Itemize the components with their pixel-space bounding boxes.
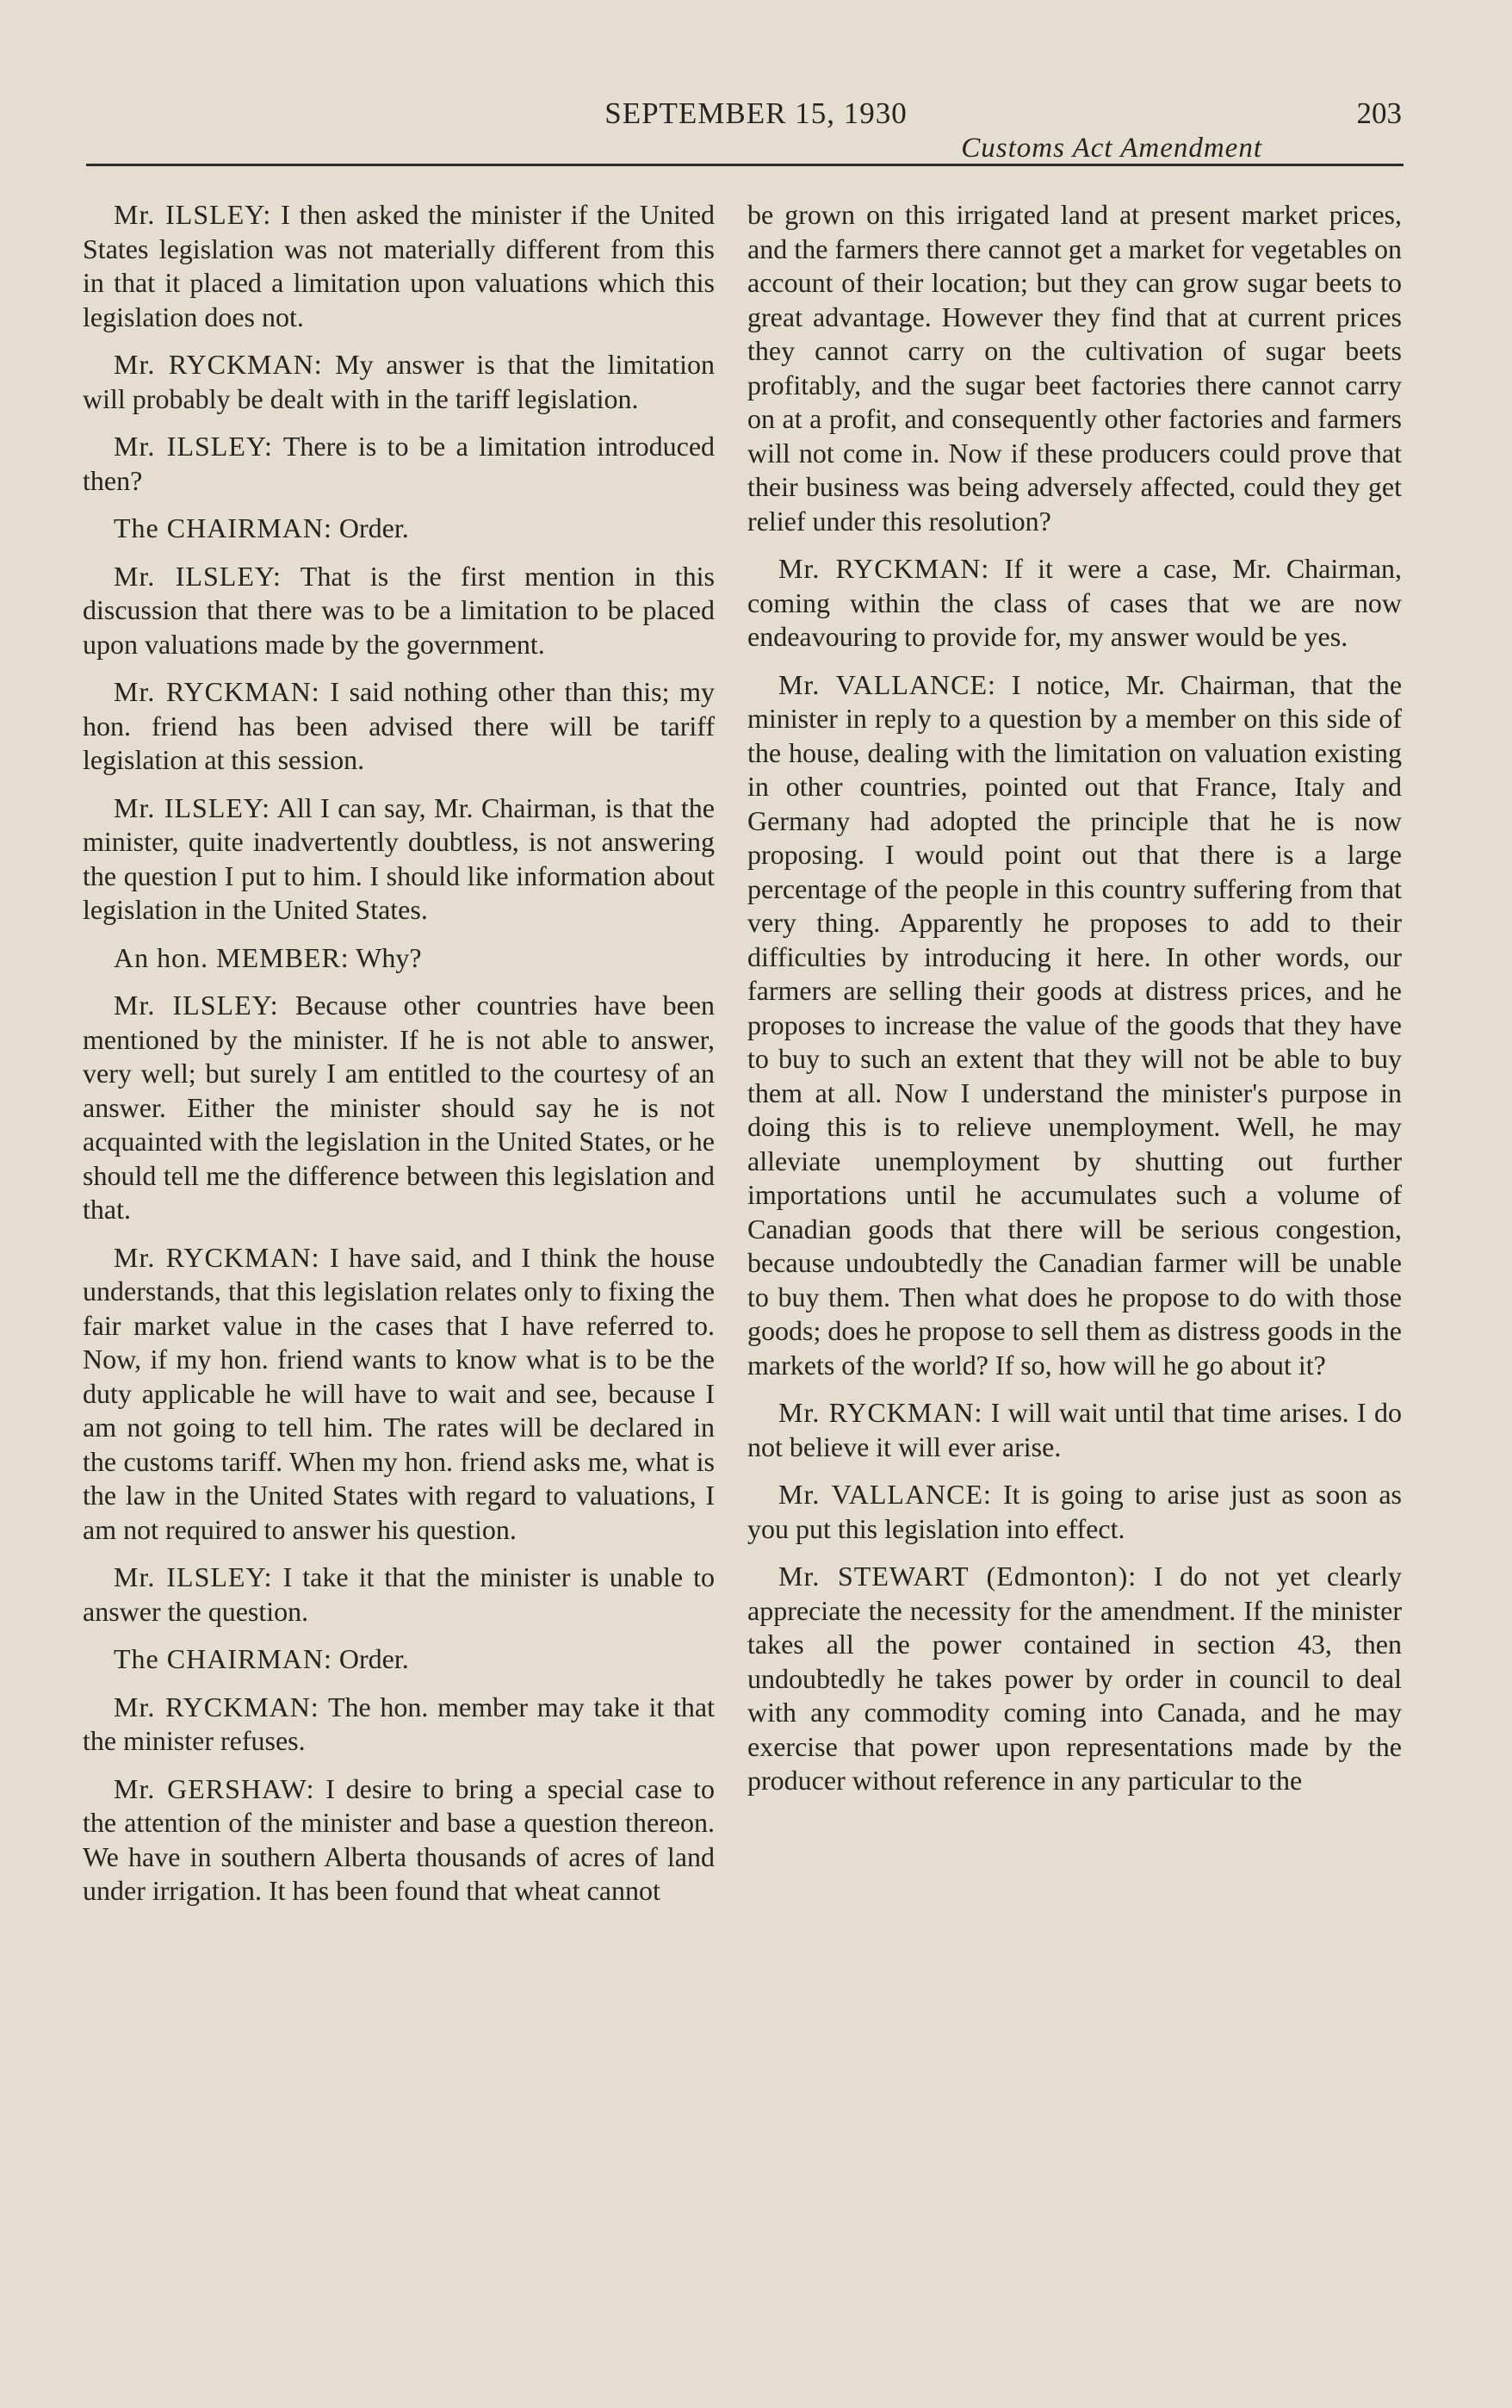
right-column	[747, 198, 1402, 1812]
speech-text: I will wait until that time arises. I do not believe it will ever arise.	[747, 1397, 1403, 1462]
speech-text: I do not yet clearly appreciate the necessity for the amendment. If the minister takes all the power contained in section 43, then undoubtedly he takes power by order in council to deal with any commodity coming into Canada, and he may exercise that power upon representations made by the producer without reference in any particular to the	[747, 1561, 1403, 1796]
speaker-name: Mr. RYCKMAN:	[114, 676, 320, 707]
speech-paragraph	[747, 552, 1402, 655]
speech-text: My answer is that the limitation will probably be dealt with in the tariff legislation.	[83, 349, 716, 414]
speech-paragraph	[747, 1396, 1402, 1464]
speaker-name: Mr. ILSLEY:	[114, 990, 279, 1021]
speech-text: I then asked the minister if the United States legislation was not materially different from this in that it placed a limitation upon valuations which this legislation does not.	[83, 199, 716, 332]
speech-paragraph	[83, 560, 715, 662]
speech-paragraph	[83, 791, 715, 928]
speech-paragraph	[747, 668, 1402, 1383]
page-number: 203	[1356, 96, 1402, 130]
speech-text: The hon. member may take it that the minister refuses.	[83, 1691, 716, 1756]
speech-text: I notice, Mr. Chairman, that the minister in reply to a question by a member on this side of the house, dealing with the limitation on valuation existing in other countries, pointed out that France, Italy and Germany had adopted the principle that he is now proposing. I would point out that there is a large percentage of the people in this country suffering from that very thing. Apparently he proposes to add to their difficulties by introducing it here. In other words, our farmers are selling their goods at distress prices, and he proposes to increase the value of the goods that they have to buy to such an extent that they will not be able to buy them at all. Now I understand the minister's purpose in doing this is to relieve unemployment. Well, he may alleviate unemployment by shutting out further importations until he accumulates such a volume of Canadian goods that there will be serious congestion, because undoubtedly the Canadian farmer will be unable to buy them. Then what does he propose to do with those goods; does he propose to sell them as distress goods in the markets of the world? If so, how will he go about it?	[747, 668, 1403, 1381]
speech-paragraph	[83, 198, 715, 334]
speech-text: If it were a case, Mr. Chairman, coming within the class of cases that we are now endeavouring to provide for, my answer would be yes.	[747, 553, 1403, 652]
speaker-name: Mr. ILSLEY:	[114, 1561, 273, 1592]
speech-paragraph	[83, 512, 715, 546]
speaker-name: Mr. ILSLEY:	[114, 431, 273, 462]
speech-text: Order.	[338, 512, 409, 543]
speech-text: be grown on this irrigated land at present market prices, and the farmers there cannot get a market for vegetables on account of their location; but they can grow sugar beets to great advantage. However they find that at current prices they cannot carry on the cultivation of sugar beets profitably, and the sugar beet factories there cannot carry on at a profit, and consequently other factories and farmers will not come in. Now if these producers could prove that their business was being adversely affected, could they get relief under this resolution?	[747, 199, 1402, 537]
speech-paragraph	[83, 348, 715, 416]
speaker-name: Mr. STEWART (Edmonton):	[778, 1561, 1137, 1592]
speech-paragraph	[747, 198, 1402, 538]
header-date: SEPTEMBER 15, 1930	[604, 96, 908, 130]
header-subtitle: Customs Act Amendment	[961, 133, 1262, 164]
speech-text: Because other countries have been mentioned by the minister. If he is not able to answer, very well; but surely I am entitled to the courtesy of an answer. Either the minister should say he is not acquainted with the legislation in the United States, or he should tell me the difference between this legislation and that.	[83, 990, 715, 1225]
speaker-name: Mr. ILSLEY:	[114, 560, 282, 592]
speech-text: I desire to bring a special case to the attention of the minister and base a question thereon. We have in southern Alberta thousands of acres of land under irrigation. It has been found that wheat cannot	[83, 1772, 716, 1906]
left-column	[83, 198, 715, 1922]
speaker-name: The CHAIRMAN:	[114, 512, 332, 543]
speaker-name: An hon. MEMBER:	[114, 941, 350, 973]
speech-paragraph	[83, 675, 715, 778]
speaker-name: Mr. RYCKMAN:	[114, 349, 323, 380]
speaker-name: Mr. VALLANCE:	[778, 668, 996, 700]
speech-paragraph	[83, 1241, 715, 1548]
speaker-name: The CHAIRMAN:	[114, 1643, 332, 1674]
speech-paragraph	[83, 1642, 715, 1677]
speaker-name: Mr. RYCKMAN:	[114, 1691, 319, 1722]
speaker-name: Mr. RYCKMAN:	[778, 553, 990, 584]
speech-text: Order.	[338, 1643, 409, 1674]
speech-paragraph	[83, 1772, 715, 1908]
speaker-name: Mr. ILSLEY:	[114, 199, 272, 230]
speech-text: I have said, and I think the house understands, that this legislation relates only to fixing the fair market value in the cases that I have referred to. Now, if my hon. friend wants to know what is to be the duty applicable he will have to wait and see, because I am not going to tell him. The rates will be declared in the customs tariff. When my hon. friend asks me, what is the law in the United States with regard to valuations, I am not required to answer his question.	[83, 1241, 716, 1545]
speech-paragraph	[83, 1691, 715, 1759]
speech-paragraph	[83, 1561, 715, 1629]
speech-text: Why?	[356, 941, 422, 973]
speaker-name: Mr. VALLANCE:	[778, 1479, 992, 1510]
speech-text: I said nothing other than this; my hon. friend has been advised there will be tariff legislation at this session.	[83, 676, 716, 775]
speech-paragraph	[83, 941, 715, 976]
speaker-name: Mr. RYCKMAN:	[778, 1397, 983, 1428]
speech-text: It is going to arise just as soon as you put this legislation into effect.	[747, 1479, 1403, 1544]
speech-text: There is to be a limitation introduced then?	[83, 431, 716, 496]
speaker-name: Mr. ILSLEY:	[114, 791, 270, 823]
speech-text: I take it that the minister is unable to answer the question.	[83, 1561, 716, 1627]
speech-paragraph	[747, 1560, 1402, 1798]
speech-text: That is the first mention in this discussion that there was to be a limitation to be placed upon valuations made by the government.	[83, 560, 716, 660]
speech-paragraph	[747, 1478, 1402, 1546]
speaker-name: Mr. RYCKMAN:	[114, 1241, 320, 1273]
speech-text: All I can say, Mr. Chairman, is that the minister, quite inadvertently doubtless, is not answering the question I put to him. I should like information about legislation in the United States.	[83, 791, 716, 925]
header-rule	[86, 164, 1404, 166]
speaker-name: Mr. GERSHAW:	[114, 1772, 315, 1804]
speech-paragraph	[83, 430, 715, 498]
speech-paragraph	[83, 989, 715, 1227]
